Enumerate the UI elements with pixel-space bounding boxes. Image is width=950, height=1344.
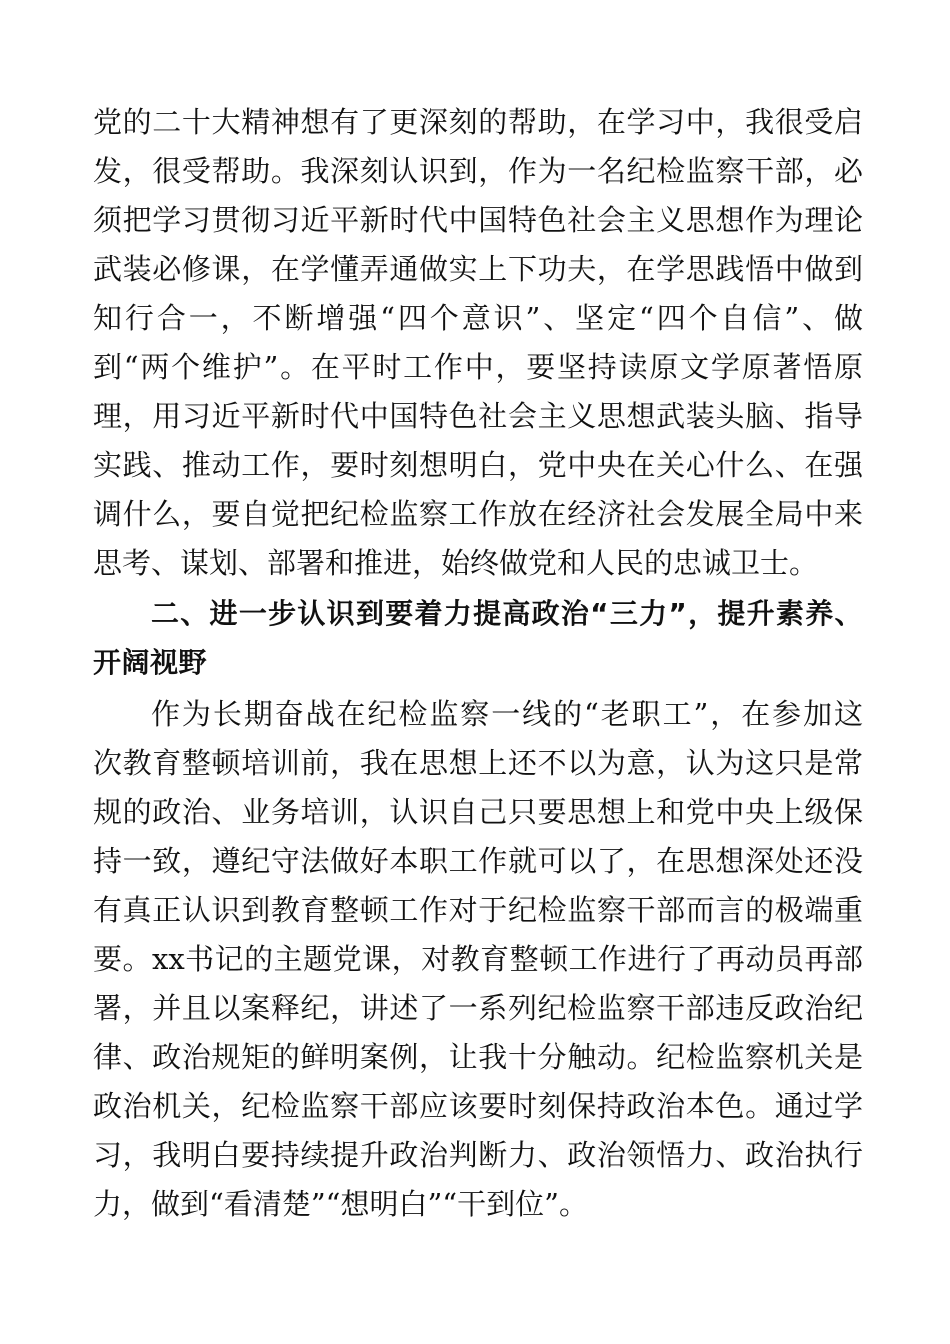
paragraph-line: 理，用习近平新时代中国特色社会主义思想武装头脑、指导 <box>93 399 863 433</box>
paragraph-line: 知行合一，不断增强“四个意识”、坚定“四个自信”、做 <box>93 301 863 335</box>
paragraph-line: 署，并且以案释纪，讲述了一系列纪检监察干部违反政治纪 <box>93 991 863 1025</box>
paragraph-line: 政治机关，纪检监察干部应该要时刻保持政治本色。通过学 <box>93 1089 863 1123</box>
paragraph-line: 有真正认识到教育整顿工作对于纪检监察干部而言的极端重 <box>93 893 863 927</box>
paragraph-line: 律、政治规矩的鲜明案例，让我十分触动。纪检监察机关是 <box>93 1040 863 1074</box>
paragraph-line: 要。xx书记的主题党课，对教育整顿工作进行了再动员再部 <box>93 942 863 976</box>
paragraph-line: 到“两个维护”。在平时工作中，要坚持读原文学原著悟原 <box>93 350 863 384</box>
paragraph-line: 习，我明白要持续提升政治判断力、政治领悟力、政治执行 <box>93 1138 863 1172</box>
section-heading: 二、进一步认识到要着力提高政治“三力”，提升素养、 <box>151 597 863 630</box>
paragraph-line: 实践、推动工作，要时刻想明白，党中央在关心什么、在强 <box>93 448 863 482</box>
paragraph-line: 思考、谋划、部署和推进，始终做党和人民的忠诚卫士。 <box>93 546 819 580</box>
paragraph-line: 发，很受帮助。我深刻认识到，作为一名纪检监察干部，必 <box>93 154 863 188</box>
paragraph-line: 规的政治、业务培训，认识自己只要思想上和党中央上级保 <box>93 795 863 829</box>
paragraph-line: 须把学习贯彻习近平新时代中国特色社会主义思想作为理论 <box>93 203 863 237</box>
section-heading: 开阔视野 <box>93 646 208 679</box>
paragraph-line: 持一致，遵纪守法做好本职工作就可以了，在思想深处还没 <box>93 844 863 878</box>
paragraph-line: 党的二十大精神想有了更深刻的帮助，在学习中，我很受启 <box>93 105 863 139</box>
paragraph-line: 次教育整顿培训前，我在思想上还不以为意，认为这只是常 <box>93 746 863 780</box>
paragraph-line: 力，做到“看清楚”“想明白”“干到位”。 <box>93 1187 588 1221</box>
paragraph-line: 武装必修课，在学懂弄通做实上下功夫，在学思践悟中做到 <box>93 252 863 286</box>
paragraph-line: 作为长期奋战在纪检监察一线的“老职工”，在参加这 <box>151 697 863 731</box>
paragraph-line: 调什么，要自觉把纪检监察工作放在经济社会发展全局中来 <box>93 497 863 531</box>
